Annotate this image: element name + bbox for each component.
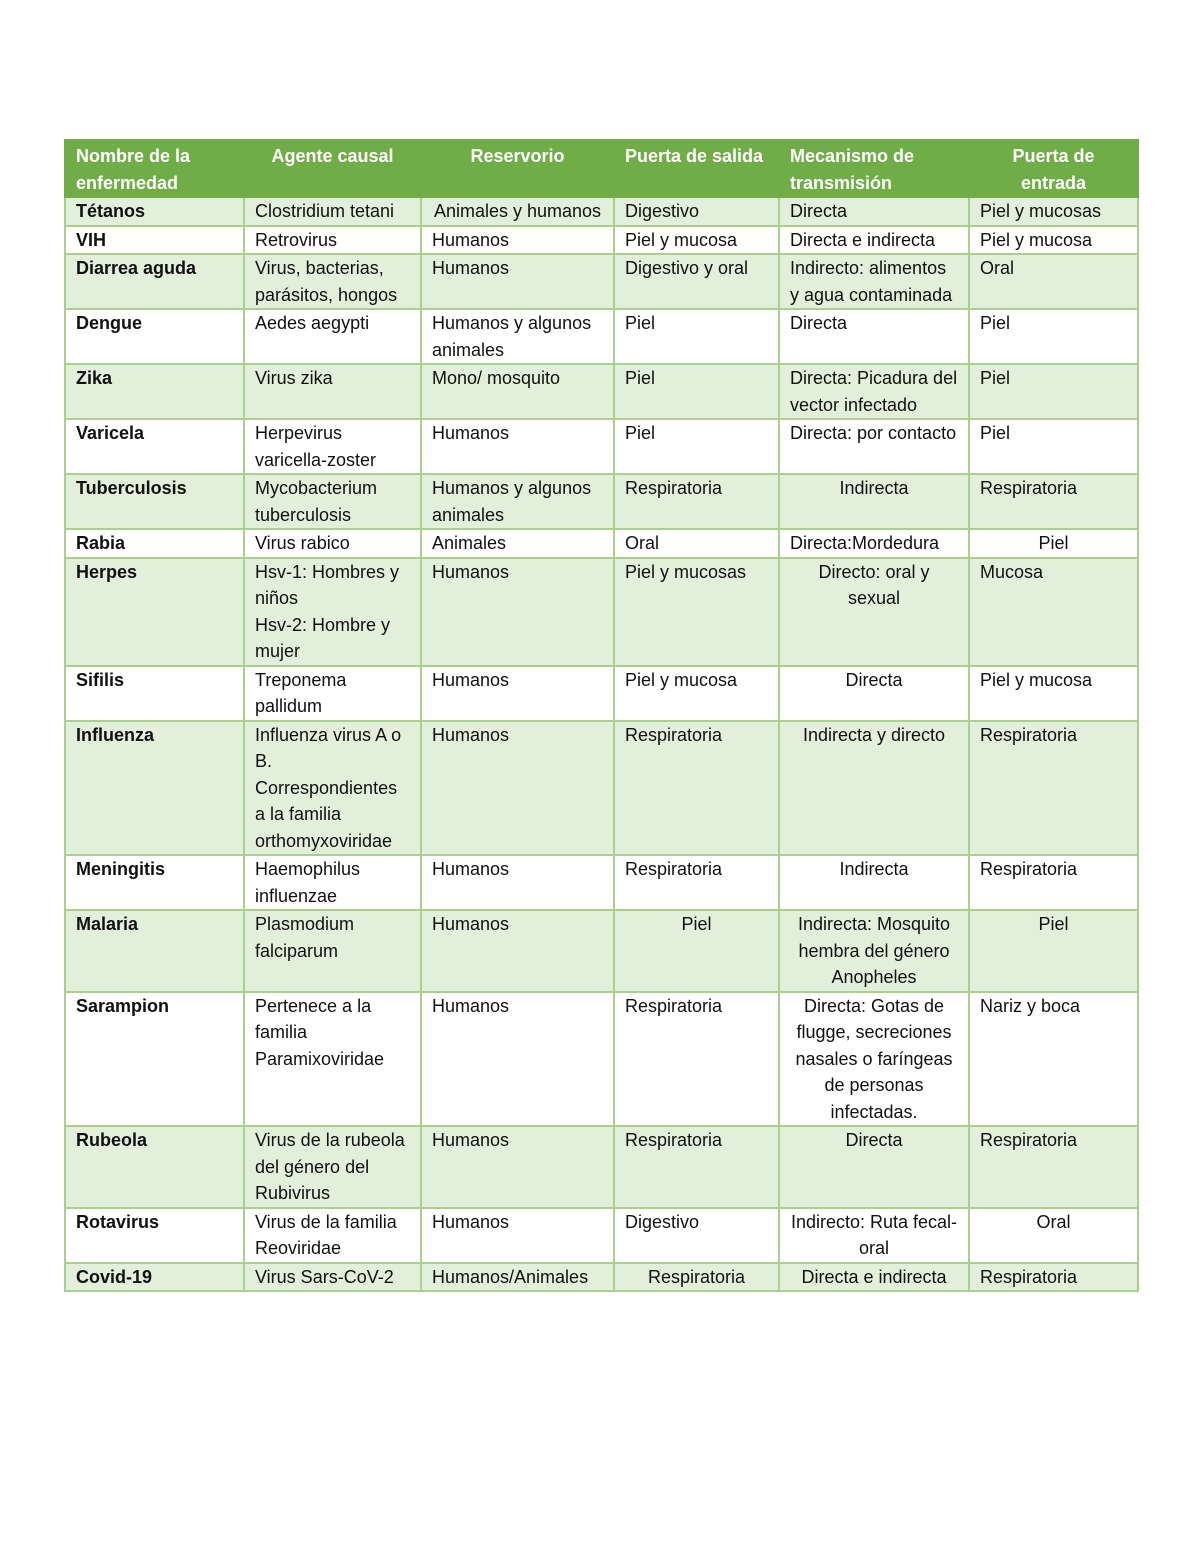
transmission-cell: Indirecto: alimentos y agua contaminada: [779, 254, 969, 309]
reservoir-cell: Humanos: [421, 226, 614, 255]
disease-name-cell: VIH: [65, 226, 244, 255]
transmission-cell: Directa: [779, 666, 969, 721]
table-row: [65, 1263, 1138, 1292]
entry-portal-cell: Respiratoria: [969, 721, 1138, 856]
disease-name-cell: Sifilis: [65, 666, 244, 721]
causal-agent-cell: Pertenece a la familia Paramixoviridae: [244, 992, 421, 1127]
reservoir-cell: Animales: [421, 529, 614, 558]
disease-name-cell: Tétanos: [65, 197, 244, 226]
causal-agent-cell: Hsv-1: Hombres y niños Hsv-2: Hombre y mujer: [244, 558, 421, 666]
disease-name-cell: Meningitis: [65, 855, 244, 910]
causal-agent-cell: Clostridium tetani: [244, 197, 421, 226]
disease-name-cell: Rabia: [65, 529, 244, 558]
table-row: [65, 474, 1138, 529]
causal-agent-cell: Mycobacterium tuberculosis: [244, 474, 421, 529]
reservoir-cell: Humanos: [421, 910, 614, 992]
transmission-cell: Indirecta: [779, 474, 969, 529]
exit-portal-cell: Piel: [614, 364, 779, 419]
disease-name-cell: Tuberculosis: [65, 474, 244, 529]
causal-agent-cell: Aedes aegypti: [244, 309, 421, 364]
entry-portal-cell: Respiratoria: [969, 855, 1138, 910]
transmission-cell: Directa: [779, 309, 969, 364]
exit-portal-cell: Respiratoria: [614, 1263, 779, 1292]
table-body: [65, 197, 1138, 1291]
header-disease-name: Nombre de la enfermedad: [65, 140, 244, 197]
entry-portal-cell: Piel: [969, 419, 1138, 474]
table-row: [65, 197, 1138, 226]
exit-portal-cell: Oral: [614, 529, 779, 558]
entry-portal-cell: Respiratoria: [969, 474, 1138, 529]
exit-portal-cell: Respiratoria: [614, 855, 779, 910]
reservoir-cell: Humanos: [421, 992, 614, 1127]
entry-portal-cell: Oral: [969, 254, 1138, 309]
reservoir-cell: Humanos: [421, 1126, 614, 1208]
causal-agent-cell: Influenza virus A o B. Correspondientes a la familia orthomyxoviridae: [244, 721, 421, 856]
table-row: [65, 855, 1138, 910]
causal-agent-cell: Virus, bacterias, parásitos, hongos: [244, 254, 421, 309]
reservoir-cell: Humanos: [421, 1208, 614, 1263]
transmission-cell: Indirecta: [779, 855, 969, 910]
entry-portal-cell: Piel: [969, 910, 1138, 992]
disease-name-cell: Malaria: [65, 910, 244, 992]
transmission-cell: Indirecta: Mosquito hembra del género Anopheles: [779, 910, 969, 992]
reservoir-cell: Humanos: [421, 855, 614, 910]
header-reservoir: Reservorio: [421, 140, 614, 197]
disease-name-cell: Dengue: [65, 309, 244, 364]
exit-portal-cell: Piel: [614, 419, 779, 474]
exit-portal-cell: Respiratoria: [614, 1126, 779, 1208]
exit-portal-cell: Digestivo y oral: [614, 254, 779, 309]
table-row: [65, 910, 1138, 992]
entry-portal-cell: Piel: [969, 529, 1138, 558]
header-exit-portal: Puerta de salida: [614, 140, 779, 197]
entry-portal-cell: Mucosa: [969, 558, 1138, 666]
header-transmission-mechanism: Mecanismo de transmisión: [779, 140, 969, 197]
exit-portal-cell: Respiratoria: [614, 992, 779, 1127]
table-row: [65, 992, 1138, 1127]
header-entry-portal: Puerta de entrada: [969, 140, 1138, 197]
transmission-cell: Directa: por contacto: [779, 419, 969, 474]
transmission-cell: Indirecta y directo: [779, 721, 969, 856]
table-row: [65, 1126, 1138, 1208]
causal-agent-cell: Haemophilus influenzae: [244, 855, 421, 910]
exit-portal-cell: Piel y mucosa: [614, 666, 779, 721]
reservoir-cell: Animales y humanos: [421, 197, 614, 226]
disease-name-cell: Covid-19: [65, 1263, 244, 1292]
disease-name-cell: Herpes: [65, 558, 244, 666]
disease-name-cell: Diarrea aguda: [65, 254, 244, 309]
entry-portal-cell: Respiratoria: [969, 1263, 1138, 1292]
entry-portal-cell: Respiratoria: [969, 1126, 1138, 1208]
disease-name-cell: Rubeola: [65, 1126, 244, 1208]
reservoir-cell: Mono/ mosquito: [421, 364, 614, 419]
table-row: [65, 558, 1138, 666]
reservoir-cell: Humanos: [421, 558, 614, 666]
causal-agent-cell: Virus de la familia Reoviridae: [244, 1208, 421, 1263]
table-row: [65, 254, 1138, 309]
reservoir-cell: Humanos: [421, 666, 614, 721]
entry-portal-cell: Piel y mucosa: [969, 226, 1138, 255]
causal-agent-cell: Retrovirus: [244, 226, 421, 255]
table-row: [65, 666, 1138, 721]
exit-portal-cell: Piel: [614, 910, 779, 992]
reservoir-cell: Humanos y algunos animales: [421, 474, 614, 529]
entry-portal-cell: Piel y mucosas: [969, 197, 1138, 226]
entry-portal-cell: Piel: [969, 309, 1138, 364]
exit-portal-cell: Respiratoria: [614, 474, 779, 529]
causal-agent-cell: Treponema pallidum: [244, 666, 421, 721]
transmission-cell: Directa: Gotas de flugge, secreciones nasales o faríngeas de personas infectadas.: [779, 992, 969, 1127]
exit-portal-cell: Piel: [614, 309, 779, 364]
entry-portal-cell: Nariz y boca: [969, 992, 1138, 1127]
table-row: [65, 721, 1138, 856]
exit-portal-cell: Piel y mucosas: [614, 558, 779, 666]
disease-name-cell: Zika: [65, 364, 244, 419]
disease-name-cell: Sarampion: [65, 992, 244, 1127]
transmission-cell: Directa: Picadura del vector infectado: [779, 364, 969, 419]
entry-portal-cell: Piel: [969, 364, 1138, 419]
table-row: [65, 1208, 1138, 1263]
causal-agent-cell: Plasmodium falciparum: [244, 910, 421, 992]
transmission-cell: Directa e indirecta: [779, 1263, 969, 1292]
disease-name-cell: Varicela: [65, 419, 244, 474]
entry-portal-cell: Piel y mucosa: [969, 666, 1138, 721]
disease-name-cell: Rotavirus: [65, 1208, 244, 1263]
causal-agent-cell: Virus de la rubeola del género del Rubivirus: [244, 1126, 421, 1208]
exit-portal-cell: Piel y mucosa: [614, 226, 779, 255]
causal-agent-cell: Virus Sars-CoV-2: [244, 1263, 421, 1292]
transmission-cell: Directa: [779, 197, 969, 226]
transmission-cell: Directa: [779, 1126, 969, 1208]
reservoir-cell: Humanos y algunos animales: [421, 309, 614, 364]
causal-agent-cell: Virus rabico: [244, 529, 421, 558]
causal-agent-cell: Virus zika: [244, 364, 421, 419]
table-row: [65, 419, 1138, 474]
transmission-cell: Directo: oral y sexual: [779, 558, 969, 666]
disease-name-cell: Influenza: [65, 721, 244, 856]
table-row: [65, 309, 1138, 364]
exit-portal-cell: Digestivo: [614, 1208, 779, 1263]
table-row: [65, 529, 1138, 558]
transmission-cell: Directa:Mordedura: [779, 529, 969, 558]
exit-portal-cell: Digestivo: [614, 197, 779, 226]
transmission-cell: Indirecto: Ruta fecal-oral: [779, 1208, 969, 1263]
transmission-cell: Directa e indirecta: [779, 226, 969, 255]
causal-agent-cell: Herpevirus varicella-zoster: [244, 419, 421, 474]
header-causal-agent: Agente causal: [244, 140, 421, 197]
exit-portal-cell: Respiratoria: [614, 721, 779, 856]
reservoir-cell: Humanos: [421, 254, 614, 309]
table-row: [65, 364, 1138, 419]
reservoir-cell: Humanos: [421, 721, 614, 856]
table-row: [65, 226, 1138, 255]
reservoir-cell: Humanos: [421, 419, 614, 474]
table-header: [65, 140, 1138, 197]
entry-portal-cell: Oral: [969, 1208, 1138, 1263]
reservoir-cell: Humanos/Animales: [421, 1263, 614, 1292]
disease-table: [64, 139, 1139, 1292]
header-row: [65, 140, 1138, 197]
